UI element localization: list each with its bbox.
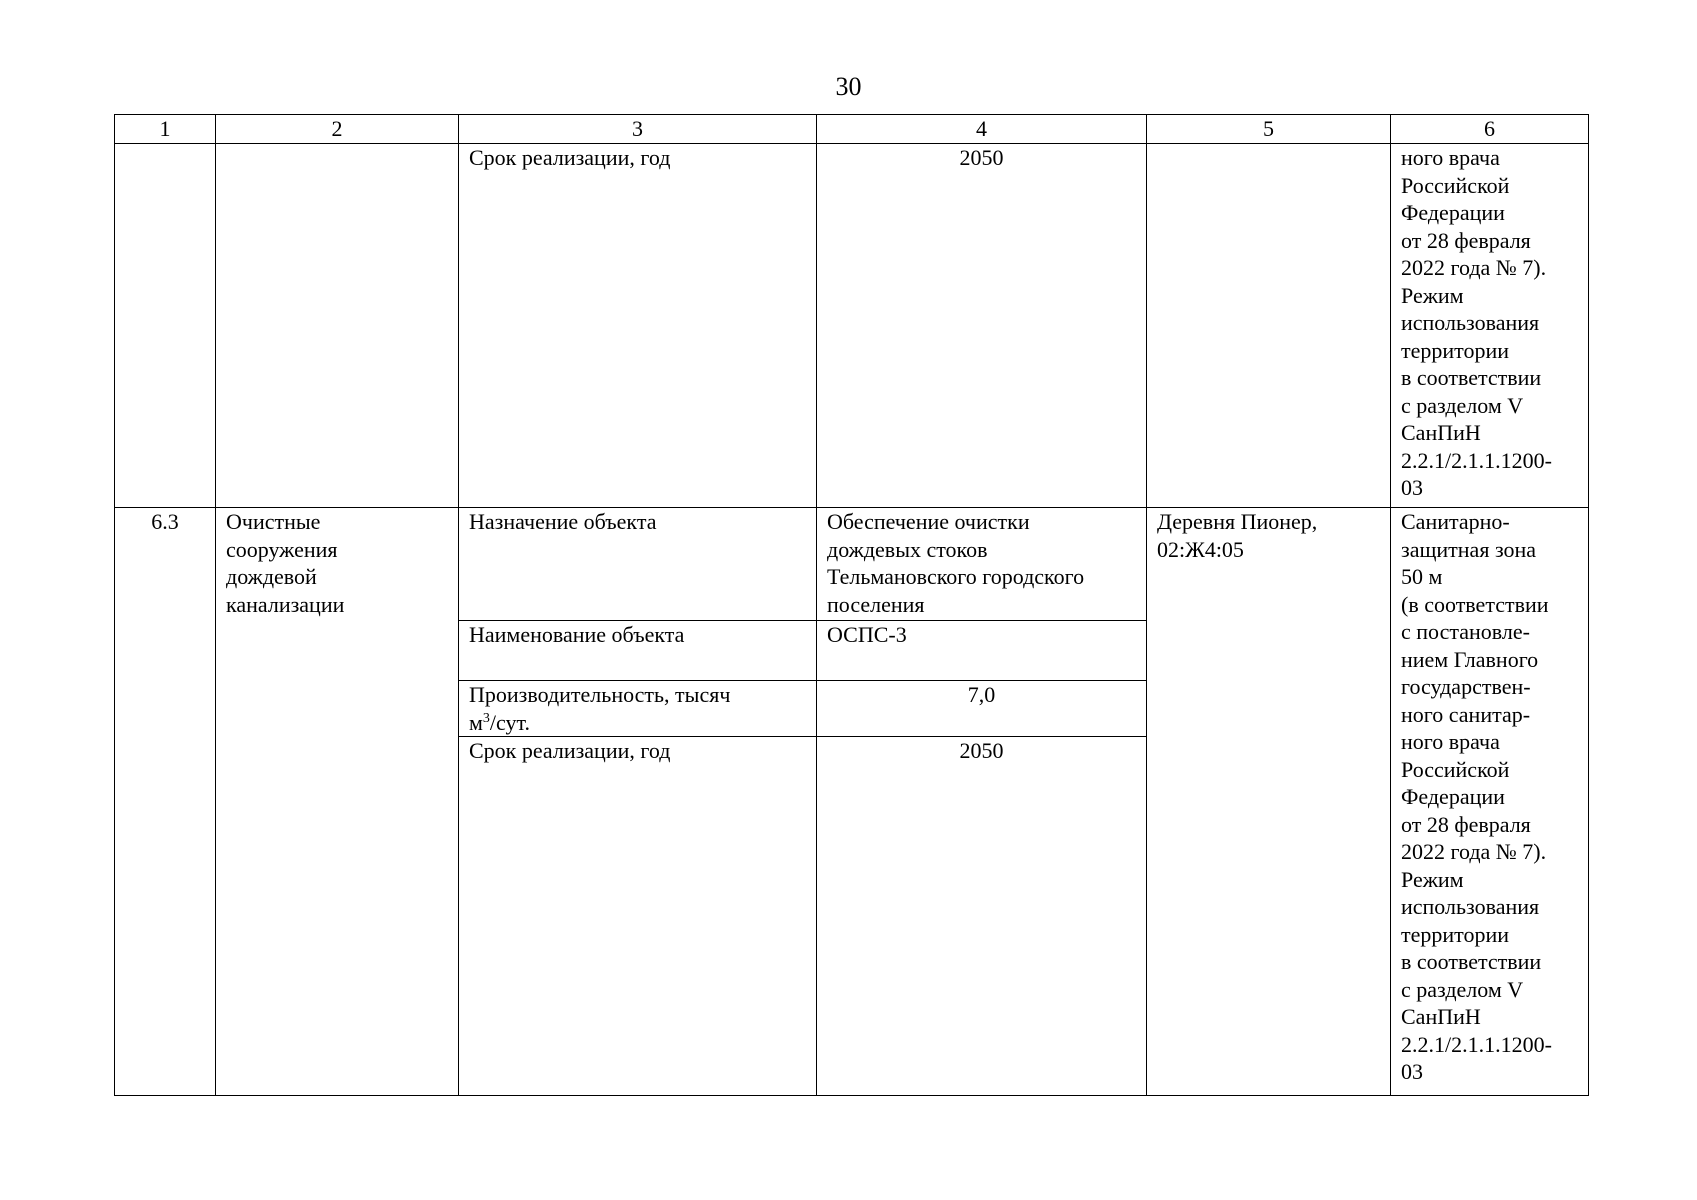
zone-line: Режим	[1401, 282, 1464, 308]
cont-number-cell	[115, 144, 216, 508]
column-number-2: 2	[216, 115, 459, 144]
row-6-3-zone-description	[1391, 508, 1589, 1096]
name-line: дождевой	[226, 564, 317, 589]
zone-line: Российской	[1401, 756, 1510, 782]
row-6-3-purpose	[115, 508, 1589, 621]
page-number: 30	[835, 72, 862, 101]
cont-name-cell	[216, 144, 459, 508]
zone-line: Санитарно-	[1401, 509, 1510, 534]
column-number-5: 5	[1147, 115, 1391, 144]
zone-line: 2.2.1/2.1.1.1200-	[1401, 1031, 1552, 1057]
param-label-purpose: Назначение объекта	[459, 508, 817, 621]
zone-line: 2.2.1/2.1.1.1200-	[1401, 447, 1552, 473]
zone-line: в соответствии	[1401, 949, 1542, 974]
param-value-deadline: 2050	[817, 737, 1147, 1096]
cont-location-cell	[1147, 144, 1391, 508]
zone-line: от 28 февраля	[1401, 811, 1531, 837]
zone-line: с постановле-	[1401, 619, 1530, 644]
cont-param-label: Срок реализации, год	[459, 144, 817, 508]
zone-line: ного санитар-	[1401, 701, 1531, 727]
name-line: сооружения	[226, 536, 338, 562]
zone-line: ного врача	[1401, 145, 1500, 170]
column-number-3: 3	[459, 115, 817, 144]
capacity-unit-rest: /сут.	[489, 709, 530, 735]
name-line: канализации	[226, 591, 345, 617]
value-line: поселения	[827, 591, 925, 617]
column-number-4: 4	[817, 115, 1147, 144]
zone-line: СанПиН	[1401, 1004, 1481, 1029]
zone-line: государствен-	[1401, 674, 1531, 699]
cont-param-value: 2050	[817, 144, 1147, 508]
param-value-capacity: 7,0	[817, 681, 1147, 737]
zone-line: 03	[1401, 475, 1423, 500]
zone-line: с разделом V	[1401, 976, 1524, 1002]
zone-line: территории	[1401, 337, 1510, 363]
zone-line: Федерации	[1401, 784, 1505, 809]
capacity-unit-base: м	[469, 709, 483, 735]
zone-line: 03	[1401, 1059, 1423, 1084]
value-line: дождевых стоков	[827, 536, 988, 562]
zone-line: использования	[1401, 894, 1540, 919]
document-table	[114, 114, 1589, 1096]
location-line: Деревня Пионер,	[1157, 509, 1318, 534]
value-line: Тельмановского городского	[827, 564, 1085, 589]
param-value-title: ОСПС-3	[817, 621, 1147, 681]
zone-line: Федерации	[1401, 200, 1505, 225]
value-line: Обеспечение очистки	[827, 509, 1030, 534]
zone-line: защитная зона	[1401, 536, 1537, 562]
zone-line: использования	[1401, 310, 1540, 335]
zone-line: от 28 февраля	[1401, 227, 1531, 253]
table-header-row	[115, 115, 1589, 144]
column-number-6: 6	[1391, 115, 1589, 144]
zone-line: Российской	[1401, 172, 1510, 198]
zone-line: Режим	[1401, 866, 1464, 892]
row-6-3-location	[1147, 508, 1391, 1096]
zone-line: 2022 года № 7).	[1401, 839, 1547, 864]
capacity-label-text: Производительность, тысяч	[469, 682, 731, 707]
zone-line: в соответствии	[1401, 365, 1542, 390]
zone-line: с разделом V	[1401, 392, 1524, 418]
cont-zone-description	[1391, 144, 1589, 508]
capacity-unit	[469, 710, 530, 735]
row-6-3-number: 6.3	[115, 508, 216, 1096]
zone-line: 50 м	[1401, 564, 1443, 589]
column-number-1: 1	[115, 115, 216, 144]
location-line: 02:Ж4:05	[1157, 536, 1244, 562]
zone-line: территории	[1401, 921, 1510, 947]
zone-line: 2022 года № 7).	[1401, 255, 1547, 280]
zone-line: (в соответствии	[1401, 591, 1549, 617]
name-line: Очистные	[226, 509, 321, 534]
param-label-title: Наименование объекта	[459, 621, 817, 681]
param-label-capacity	[459, 681, 817, 737]
zone-line: СанПиН	[1401, 420, 1481, 445]
continuation-row	[115, 144, 1589, 508]
param-label-deadline: Срок реализации, год	[459, 737, 817, 1096]
param-value-purpose	[817, 508, 1147, 621]
zone-line: нием Главного	[1401, 646, 1539, 672]
row-6-3-object-name	[216, 508, 459, 1096]
capacity-unit-exponent: 3	[482, 710, 490, 726]
zone-line: ного врача	[1401, 729, 1500, 754]
